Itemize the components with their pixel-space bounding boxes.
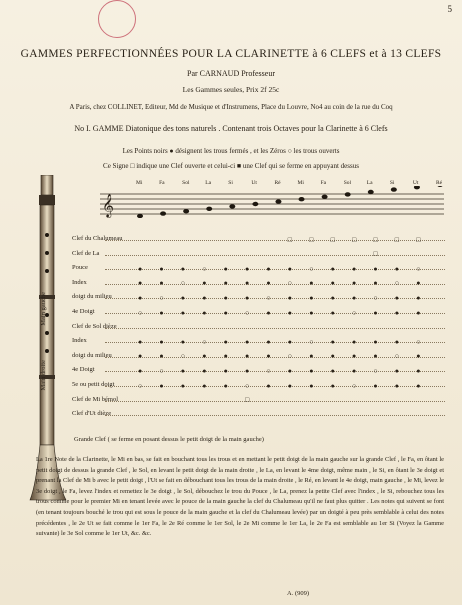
fingering-mark: □ <box>245 396 250 405</box>
fingering-mark: ○ <box>287 352 293 361</box>
fingering-row-guide <box>105 401 445 402</box>
fingering-mark: ● <box>309 352 314 361</box>
note-name: Ré <box>436 180 443 186</box>
fingering-mark: □ <box>309 235 314 244</box>
fingering-mark: ○ <box>373 293 378 302</box>
fingering-mark: ○ <box>373 366 378 375</box>
fingering-mark: □ <box>330 235 335 244</box>
fingering-mark: ● <box>416 381 421 390</box>
note-head <box>206 207 212 211</box>
fingering-mark: ● <box>287 366 293 375</box>
fingering-mark: ● <box>138 279 143 288</box>
note-head <box>391 187 397 191</box>
fingering-mark: ● <box>309 279 314 288</box>
fingering-mark: ● <box>373 279 378 288</box>
fingering-mark: ● <box>138 337 143 346</box>
fingering-mark: ○ <box>180 279 186 288</box>
note-name: Si <box>228 180 233 186</box>
fingering-mark: ● <box>373 381 378 390</box>
fingering-mark: ○ <box>138 308 143 317</box>
note-head <box>368 190 374 194</box>
fingering-row-label: Index <box>72 337 87 345</box>
fingering-mark: ● <box>159 308 164 317</box>
fingering-mark: ● <box>245 293 250 302</box>
note-head <box>299 197 305 201</box>
fingering-mark: ● <box>223 279 228 288</box>
folio-number: A. (909) <box>287 590 310 597</box>
fingering-row-label: Clef du Chalumeau <box>72 235 123 242</box>
fingering-mark: ● <box>159 279 164 288</box>
fingering-mark: ● <box>180 337 186 346</box>
fingering-mark: ● <box>266 264 271 273</box>
fingering-mark: ● <box>202 293 207 302</box>
fingering-mark: ● <box>394 293 400 302</box>
fingering-mark: ● <box>373 308 378 317</box>
fingering-row-label: Pouce <box>72 264 88 272</box>
side-label-main-droite: Main droite <box>40 360 47 391</box>
fingering-mark: ● <box>287 264 293 273</box>
fingering-mark: ● <box>373 352 378 361</box>
fingering-mark: ● <box>223 366 228 375</box>
fingering-mark: ● <box>330 381 335 390</box>
grande-clef-label: Grande Clef ( se ferme en posant dessus le petit doigt de la main gauche) <box>74 436 264 443</box>
note-name: Si <box>389 180 395 186</box>
fingering-mark: ● <box>180 264 186 273</box>
note-name: Mi <box>297 180 304 186</box>
fingering-mark: ● <box>202 308 207 317</box>
fingering-mark: ○ <box>266 293 271 302</box>
music-staff <box>100 186 444 218</box>
fingering-mark: □ <box>373 250 378 259</box>
price-line: Les Gammes seules, Prix 2f 25c <box>182 85 280 94</box>
fingering-mark: □ <box>352 235 357 244</box>
fingering-mark: ● <box>138 293 143 302</box>
fingering-mark: ● <box>309 381 314 390</box>
note-head <box>275 199 281 203</box>
fingering-row-label: doigt du milieu <box>72 293 112 301</box>
fingering-mark: ● <box>309 308 314 317</box>
fingering-mark: ○ <box>266 366 271 375</box>
fingering-mark: ● <box>223 308 228 317</box>
fingering-mark: ● <box>330 264 335 273</box>
note-name: Ut <box>251 180 257 186</box>
note-name: La <box>205 180 212 186</box>
fingering-mark: ● <box>266 308 271 317</box>
fingering-mark: ● <box>245 279 250 288</box>
page-title: GAMMES PERFECTIONNÉES POUR LA CLARINETTE à 6 CLEFS et à 13 CLEFS <box>20 48 442 60</box>
fingering-mark: ● <box>352 337 357 346</box>
note-name: Fa <box>159 180 165 186</box>
fingering-mark: ○ <box>287 279 293 288</box>
fingering-mark: ○ <box>180 352 186 361</box>
fingering-mark: ○ <box>138 381 143 390</box>
fingering-mark: ● <box>266 352 271 361</box>
fingering-mark: ● <box>352 352 357 361</box>
fingering-mark: ● <box>138 352 143 361</box>
fingering-mark: ● <box>394 366 400 375</box>
fingering-mark: ● <box>180 293 186 302</box>
fingering-mark: ○ <box>159 293 164 302</box>
page-number: 5 <box>447 4 452 14</box>
fingering-mark: ● <box>159 264 164 273</box>
fingering-mark: ● <box>373 264 378 273</box>
fingering-mark: ● <box>266 381 271 390</box>
fingering-mark: ● <box>352 279 357 288</box>
note-head <box>345 192 351 196</box>
fingering-mark: ● <box>223 337 228 346</box>
fingering-mark: ● <box>330 352 335 361</box>
fingering-mark: ● <box>394 308 400 317</box>
fingering-mark: ● <box>223 381 228 390</box>
note-head <box>137 214 143 218</box>
fingering-mark: ● <box>202 352 207 361</box>
fingering-mark: ● <box>352 264 357 273</box>
fingering-mark: ● <box>138 366 143 375</box>
fingering-mark: ○ <box>352 381 357 390</box>
note-head <box>229 204 235 208</box>
instructions-paragraph: La 1re Note de la Clarinette, le Mi en bas, se fait en bouchant tous les trous et en mettant le petit doigt de la main gauche sur la grande Clef , le Fa, en ôtant le petit doigt de dessus la grande Clef , le Sol, en levant le petit doigt de la main droite , le La, en levant le 4me doigt, même main , le Si, en ôtant le 3e doigt et prenant la Clef de Mi b avec le petit doigt , l'Ut se fait en débouchant tous les trous de la main droite , le Ré, en levant le 4e doigt, main gauche , le Mi, levez le 3e doigt , le Fa, levez l'index et remettez le 3e doigt , le Sol, débouchez le trou du Pouce , le La, prenez la petite Clef avec l'index , le Si, rebouchez tous les trous comme pour le premier Mi en tenant levée avec le pouce de la main gauche la clef du Chalumeau qu'il ne faut plus quitter . Les notes qui suivent se font (en tenant toujours bouché le trou qui est sous le pouce de la main gauche et la clef du Chalumeau levée) par un doigté à peu près semblable à celui des notes précédentes , le 2e Ut se fait comme le 1er Fa, le 2e Ré comme le 1er Sol, le 2e Mi comme le 1er La, le 2e Fa est semblable au 1er Si (Voyez la Gamme suivante) le 3e Sol comme le 1er Ut, &c. &c. <box>36 456 444 538</box>
fingering-mark: ● <box>352 293 357 302</box>
fingering-mark: ● <box>223 352 228 361</box>
fingering-mark: ● <box>394 381 400 390</box>
fingering-mark: ● <box>202 366 207 375</box>
fingering-mark: ● <box>287 381 293 390</box>
note-head <box>183 209 189 213</box>
fingering-mark: ● <box>416 352 421 361</box>
fingering-mark: □ <box>394 235 400 244</box>
fingering-mark: ● <box>223 264 228 273</box>
fingering-mark: ● <box>287 308 293 317</box>
fingering-mark: ● <box>266 337 271 346</box>
fingering-mark: ● <box>266 279 271 288</box>
fingering-mark: ● <box>330 366 335 375</box>
note-head <box>160 211 166 215</box>
fingering-mark: ○ <box>245 308 250 317</box>
author-line: Par CARNAUD Professeur <box>187 69 275 78</box>
fingering-mark: ● <box>159 352 164 361</box>
fingering-mark: ● <box>373 337 378 346</box>
fingering-mark: □ <box>287 235 293 244</box>
fingering-mark: ● <box>159 337 164 346</box>
note-name: La <box>366 180 373 186</box>
fingering-mark: □ <box>416 235 421 244</box>
fingering-mark: ● <box>416 366 421 375</box>
svg-text:𝄞: 𝄞 <box>102 193 114 217</box>
fingering-mark: ● <box>330 308 335 317</box>
fingering-mark: ● <box>330 337 335 346</box>
fingering-mark: ○ <box>159 366 164 375</box>
fingering-mark: ● <box>330 293 335 302</box>
fingering-mark: ● <box>180 308 186 317</box>
fingering-mark: ● <box>309 293 314 302</box>
fingering-mark: ● <box>352 366 357 375</box>
publisher-line: A Paris, chez COLLINET, Editeur, Md de Musique et d'Instrumens, Place du Louvre, No4 au coin de la rue du Coq <box>69 103 393 111</box>
fingering-mark: ● <box>202 381 207 390</box>
fingering-mark: ● <box>159 381 164 390</box>
fingering-row-guide <box>105 255 445 256</box>
fingering-mark: ○ <box>202 337 207 346</box>
fingering-mark: ● <box>138 264 143 273</box>
fingering-mark: ● <box>245 264 250 273</box>
fingering-row-guide <box>105 328 445 329</box>
fingering-row-guide <box>105 415 445 416</box>
fingering-row-label: Clef de Mi bémol <box>72 395 119 403</box>
note-name: Sol <box>182 180 190 186</box>
legend-points: Les Points noirs ● désignent les trous fermés , et les Zéros ○ les trous ouverts <box>122 147 340 155</box>
fingering-mark: ● <box>245 352 250 361</box>
note-name: Fa <box>320 180 327 186</box>
fingering-mark: ○ <box>416 264 421 273</box>
fingering-mark: ○ <box>416 337 421 346</box>
fingering-row-label: doigt du milieu <box>72 351 112 359</box>
fingering-mark: ○ <box>202 264 207 273</box>
fingering-row-label: 4e Doigt <box>72 308 95 315</box>
fingering-mark: ● <box>180 381 186 390</box>
fingering-mark: ○ <box>394 279 400 288</box>
fingering-mark: ● <box>287 337 293 346</box>
fingering-mark: ● <box>394 337 400 346</box>
fingering-row-label: 5e ou petit doigt <box>72 381 115 388</box>
fingering-mark: ● <box>223 293 228 302</box>
note-head <box>252 202 258 206</box>
fingering-mark: ● <box>330 279 335 288</box>
fingering-mark: ● <box>309 366 314 375</box>
fingering-mark: ○ <box>309 337 314 346</box>
fingering-mark: ● <box>416 279 421 288</box>
fingering-mark: □ <box>373 235 378 244</box>
fingering-mark: ● <box>394 264 400 273</box>
fingering-mark: ● <box>287 293 293 302</box>
fingering-mark: ○ <box>394 352 400 361</box>
fingering-row-label: Index <box>72 278 87 286</box>
note-name: Ut <box>412 180 419 186</box>
fingering-row-label: Clef de La <box>72 249 100 257</box>
fingering-mark: ● <box>202 279 207 288</box>
fingering-mark: ● <box>180 366 186 375</box>
note-head <box>322 195 328 199</box>
fingering-row-label: Clef de Sol dièze <box>72 322 117 330</box>
side-label-main-gauche: Main gauche <box>40 292 47 326</box>
fingering-mark: ○ <box>245 381 250 390</box>
fingering-mark: ● <box>416 293 421 302</box>
gamme-heading: No I. GAMME Diatonique des tons naturels . Contenant trois Octaves pour la Clarinette à 6 Clefs <box>74 124 388 133</box>
note-name: Ré <box>274 180 281 186</box>
library-stamp <box>98 0 136 38</box>
fingering-row-label: Clef d'Ut dièze <box>72 410 112 418</box>
fingering-mark: ● <box>245 337 250 346</box>
fingering-row-label: 4e Doigt <box>72 366 95 374</box>
note-name: Sol <box>343 180 352 186</box>
fingering-mark: ○ <box>309 264 314 273</box>
fingering-mark: ○ <box>352 308 357 317</box>
note-name: Mi <box>136 180 143 186</box>
fingering-mark: ● <box>245 366 250 375</box>
legend-signe: Ce Signe □ indique une Clef ouverte et celui-ci ■ une Clef qui se ferme en appuyant dessus <box>103 162 359 170</box>
fingering-mark: ● <box>416 308 421 317</box>
